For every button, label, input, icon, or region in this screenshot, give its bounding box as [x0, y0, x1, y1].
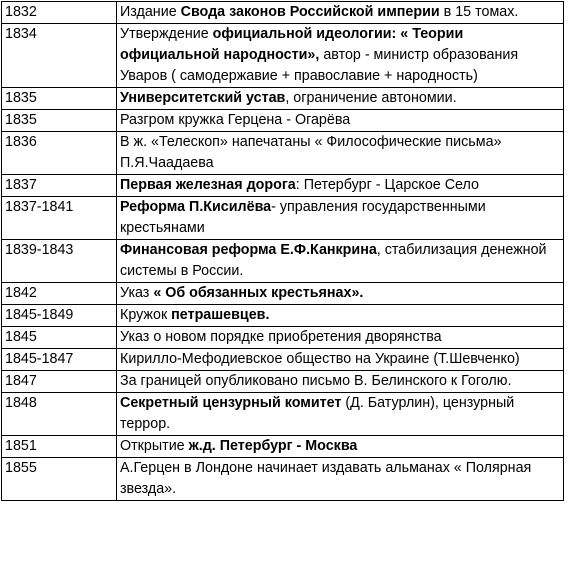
event-cell	[117, 197, 564, 240]
event-cell	[117, 110, 564, 132]
event-text: , ограничение автономии.	[285, 90, 457, 106]
event-text: За границей опубликовано письмо В. Белинского к Гоголю.	[120, 373, 512, 389]
year-cell: 1845-1847	[2, 349, 117, 371]
table-row	[2, 393, 564, 436]
event-cell	[117, 327, 564, 349]
table-row	[2, 349, 564, 371]
table-row	[2, 2, 564, 24]
year-cell: 1835	[2, 88, 117, 110]
table-row	[2, 240, 564, 283]
event-cell	[117, 393, 564, 436]
table-row	[2, 24, 564, 88]
event-text-bold: официальной идеологии: « Теории официальной народности»,	[120, 26, 464, 63]
event-text: автор - министр образования Уваров ( самодержавие + православие + народность)	[120, 47, 519, 84]
event-cell	[117, 240, 564, 283]
timeline-table-body	[2, 2, 564, 501]
event-text: Разгром кружка Герцена - Огарёва	[120, 112, 351, 128]
event-text: Издание	[120, 4, 181, 20]
table-row	[2, 436, 564, 458]
table-row	[2, 175, 564, 197]
year-cell: 1855	[2, 458, 117, 501]
year-cell: 1842	[2, 283, 117, 305]
year-cell: 1845-1849	[2, 305, 117, 327]
event-cell	[117, 132, 564, 175]
event-cell	[117, 436, 564, 458]
event-cell	[117, 175, 564, 197]
event-text-bold: Финансовая реформа Е.Ф.Канкрина	[120, 242, 377, 258]
event-cell	[117, 24, 564, 88]
event-text: , стабилизация денежной системы в России.	[120, 242, 547, 279]
event-text: (Д. Батурлин), цензурный террор.	[120, 395, 515, 432]
year-cell: 1848	[2, 393, 117, 436]
event-text: - управления государственными крестьянами	[120, 199, 486, 236]
table-row	[2, 283, 564, 305]
year-cell: 1837-1841	[2, 197, 117, 240]
table-row	[2, 305, 564, 327]
year-cell: 1836	[2, 132, 117, 175]
table-row	[2, 110, 564, 132]
table-row	[2, 88, 564, 110]
event-text: Указ о новом порядке приобретения дворянства	[120, 329, 442, 345]
year-cell: 1837	[2, 175, 117, 197]
event-text: В ж. «Телескоп» напечатаны « Философические письма» П.Я.Чаадаева	[120, 134, 502, 171]
event-text: Кружок	[120, 307, 172, 323]
year-cell: 1847	[2, 371, 117, 393]
event-text: Кирилло-Мефодиевское общество на Украине (Т.Шевченко)	[120, 351, 520, 367]
event-text-bold: ж.д. Петербург - Москва	[188, 438, 358, 454]
event-cell	[117, 88, 564, 110]
event-text-bold: Секретный цензурный комитет	[120, 395, 342, 411]
event-text-bold: Свода законов Российской империи	[180, 4, 440, 20]
event-text: в 15 томах.	[439, 4, 519, 20]
event-text: А.Герцен в Лондоне начинает издавать альманах « Полярная звезда».	[120, 460, 532, 497]
table-row	[2, 197, 564, 240]
year-cell: 1835	[2, 110, 117, 132]
event-text-bold: петрашевцев.	[171, 307, 270, 323]
table-row	[2, 458, 564, 501]
event-cell	[117, 283, 564, 305]
year-cell: 1845	[2, 327, 117, 349]
year-cell: 1834	[2, 24, 117, 88]
event-text-bold: « Об обязанных крестьянах».	[153, 285, 364, 301]
event-cell	[117, 2, 564, 24]
event-text: Указ	[120, 285, 154, 301]
event-cell	[117, 371, 564, 393]
year-cell: 1832	[2, 2, 117, 24]
event-text-bold: Университетский устав	[120, 90, 286, 106]
table-row	[2, 371, 564, 393]
event-text-bold: Первая железная дорога	[120, 177, 296, 193]
event-text: Утверждение	[120, 26, 213, 42]
event-cell	[117, 458, 564, 501]
event-text-bold: Реформа П.Кисилёва	[120, 199, 272, 215]
table-row	[2, 327, 564, 349]
timeline-table	[1, 1, 564, 501]
event-cell	[117, 305, 564, 327]
event-text: Открытие	[120, 438, 189, 454]
table-row	[2, 132, 564, 175]
year-cell: 1851	[2, 436, 117, 458]
event-cell	[117, 349, 564, 371]
year-cell: 1839-1843	[2, 240, 117, 283]
event-text: : Петербург - Царское Село	[295, 177, 479, 193]
